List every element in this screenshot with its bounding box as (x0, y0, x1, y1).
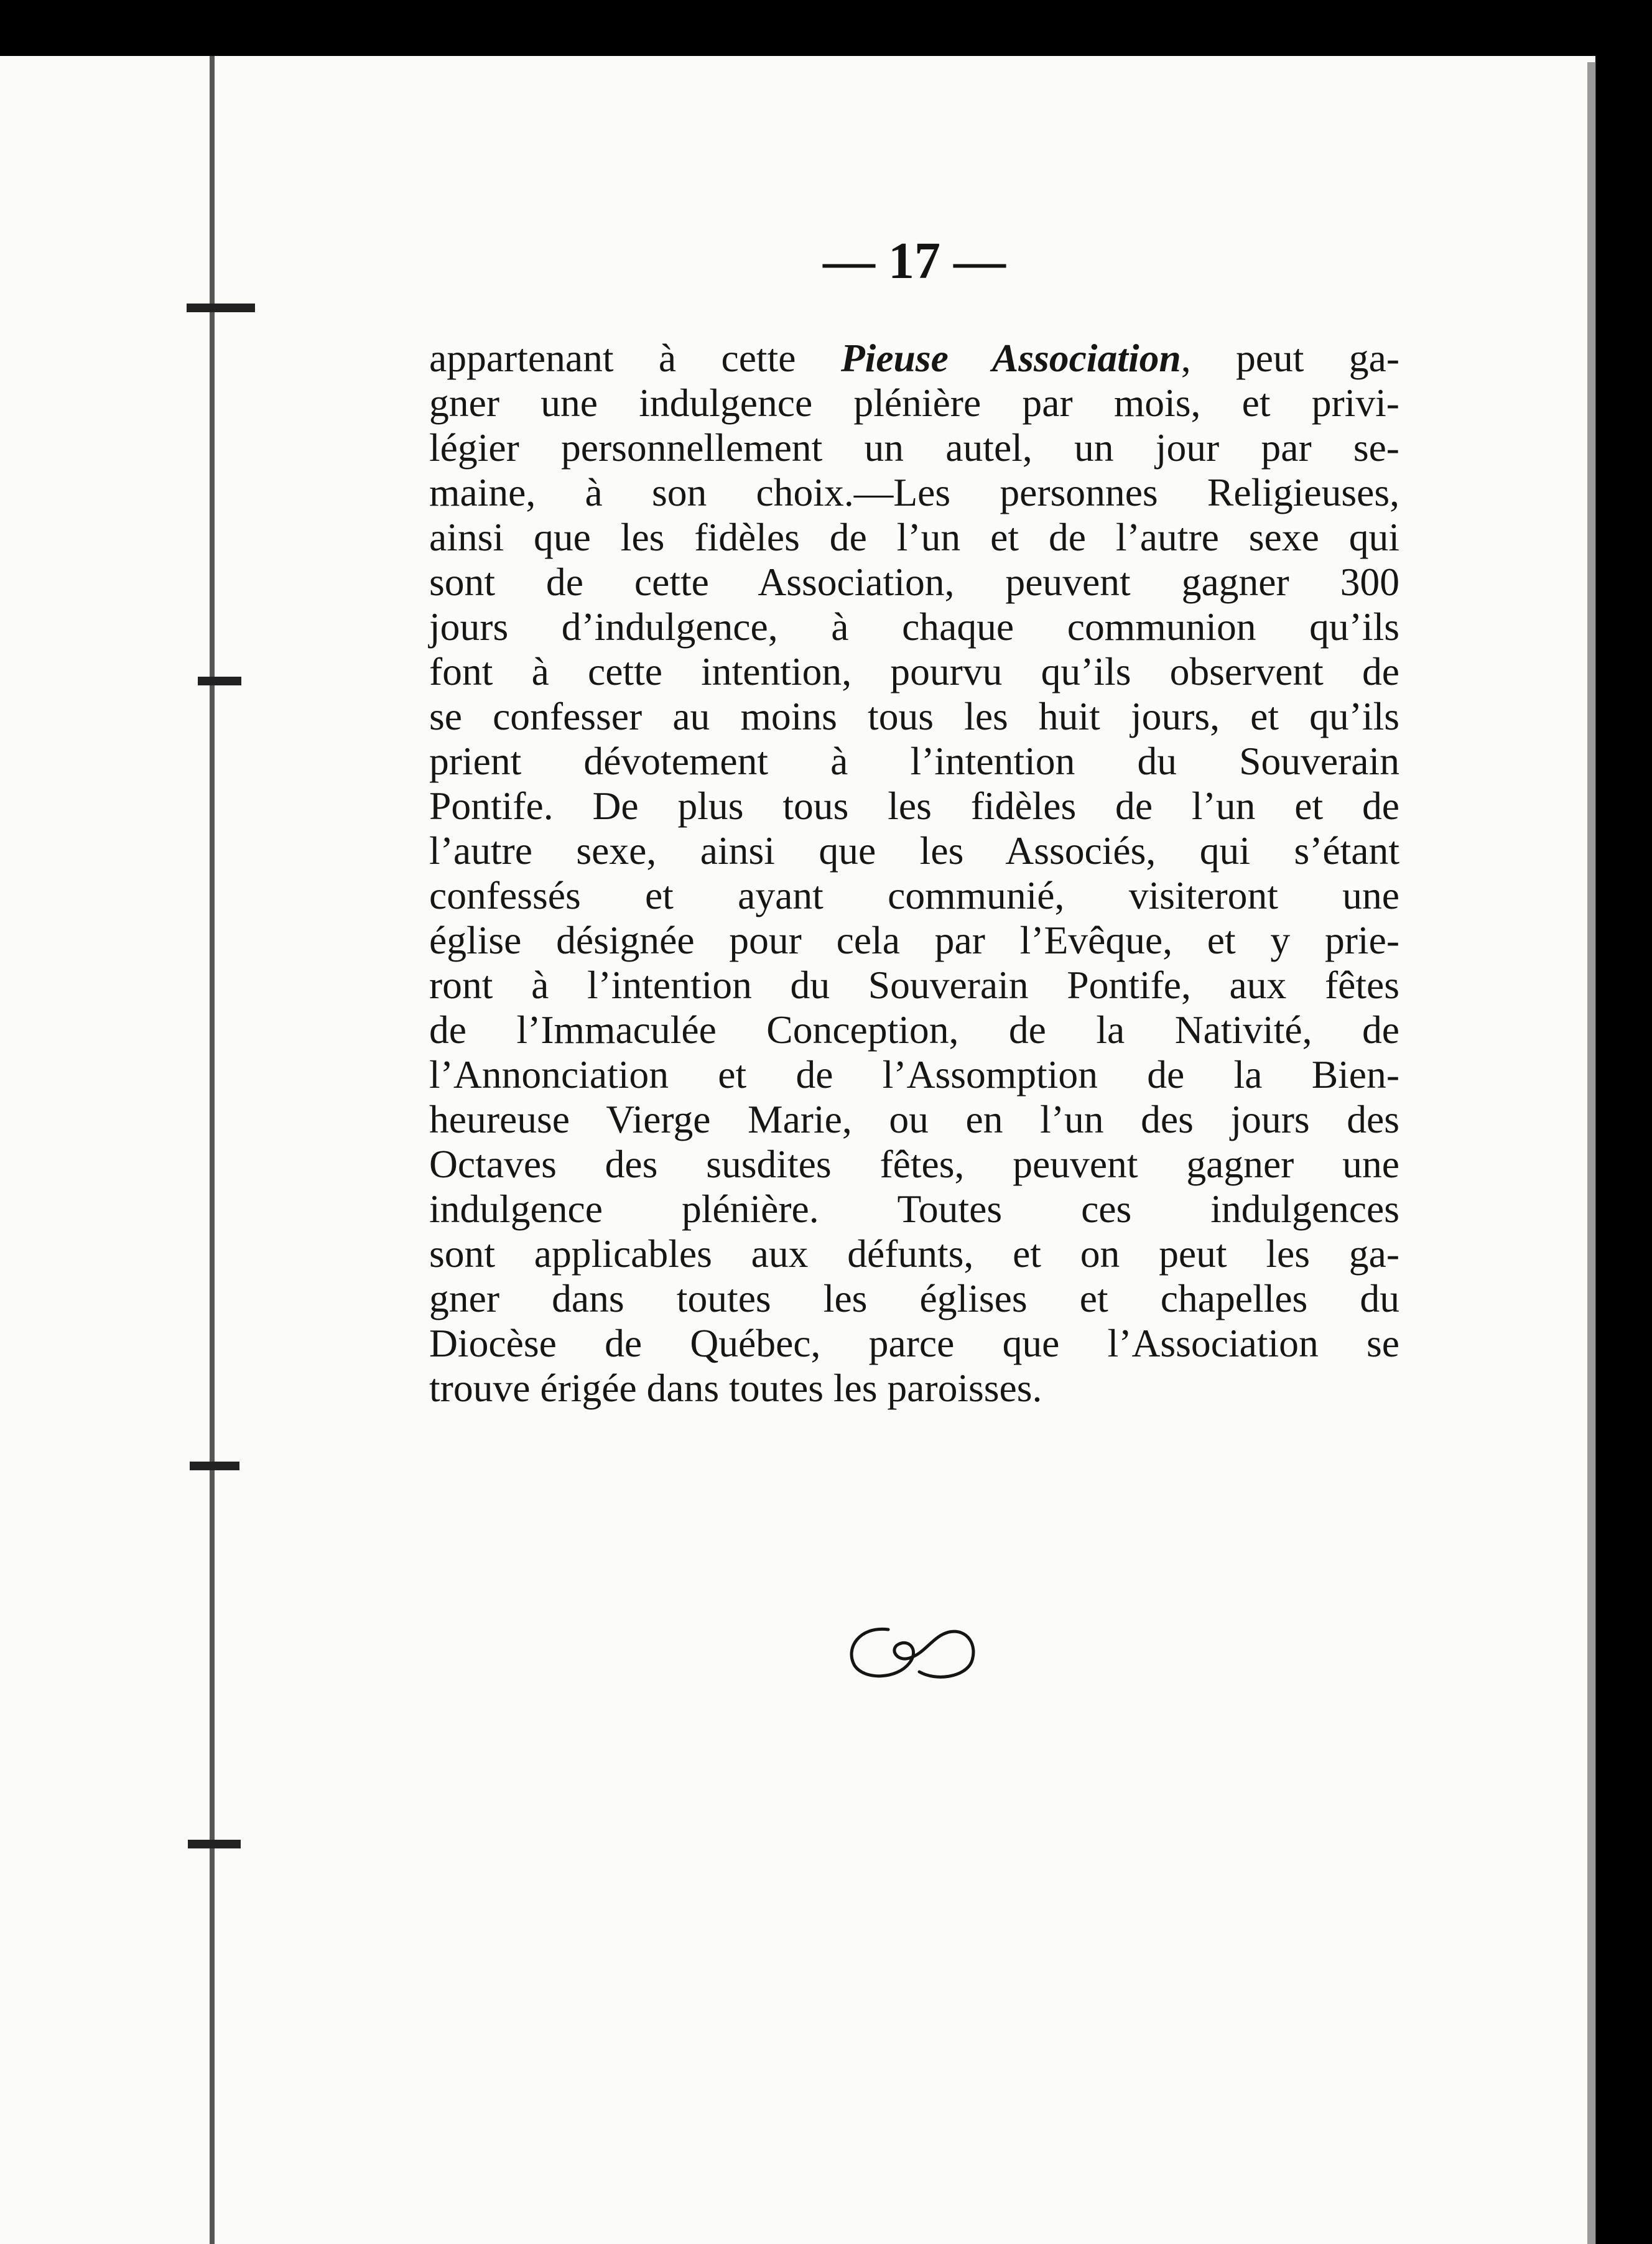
text-line (429, 470, 1399, 515)
text-line (429, 515, 1399, 560)
text-segment: gner dans toutes les églises et chapelles du (429, 1276, 1399, 1320)
text-line (429, 963, 1399, 1008)
text-segment: église désignée pour cela par l’Evêque, et y prie- (429, 918, 1399, 962)
text-line (429, 649, 1399, 694)
text-segment: jours d’indulgence, à chaque communion qu’ils (429, 605, 1399, 649)
text-line (429, 1142, 1399, 1187)
text-line (429, 694, 1399, 739)
text-segment: maine, à son choix.—Les personnes Religieuses, (429, 470, 1399, 514)
text-segment: l’autre sexe, ainsi que les Associés, qui s’étant (429, 828, 1399, 873)
text-line (429, 336, 1399, 381)
text-segment: sont applicables aux défunts, et on peut les ga- (429, 1231, 1399, 1276)
binding-stitch (188, 1840, 241, 1848)
text-segment: ainsi que les fidèles de l’un et de l’autre sexe qui (429, 515, 1399, 559)
text-line (429, 1008, 1399, 1052)
ornament (840, 1617, 983, 1689)
text-line (429, 828, 1399, 873)
body-text (429, 336, 1399, 1411)
text-segment: se confesser au moins tous les huit jours, et qu’ils (429, 694, 1399, 738)
text-line (429, 784, 1399, 828)
text-segment: de l’Immaculée Conception, de la Nativité, de (429, 1008, 1399, 1052)
binding-stitch (187, 304, 255, 312)
text-segment: indulgence plénière. Toutes ces indulgences (429, 1187, 1399, 1231)
text-segment: heureuse Vierge Marie, ou en l’un des jours des (429, 1097, 1399, 1141)
text-segment: légier personnellement un autel, un jour par se- (429, 425, 1399, 470)
text-segment: font à cette intention, pourvu qu’ils observent de (429, 649, 1399, 693)
text-line (429, 1276, 1399, 1321)
text-line (429, 1052, 1399, 1097)
binding-stitch (198, 677, 241, 685)
text-line (429, 918, 1399, 963)
text-segment: Diocèse de Québec, parce que l’Association se (429, 1321, 1399, 1365)
page-edge (1587, 62, 1596, 2244)
binding-edge (210, 56, 215, 2244)
text-segment: gner une indulgence plénière par mois, et privi- (429, 381, 1399, 425)
text-line (429, 739, 1399, 784)
text-segment: prient dévotement à l’intention du Souverain (429, 739, 1399, 783)
text-line (429, 1321, 1399, 1366)
text-line (429, 605, 1399, 649)
text-segment: sont de cette Association, peuvent gagner 300 (429, 560, 1399, 604)
text-segment: l’Annonciation et de l’Assomption de la Bien- (429, 1052, 1399, 1096)
text-segment: appartenant à cette (429, 336, 841, 380)
text-segment: ront à l’intention du Souverain Pontife, aux fêtes (429, 963, 1399, 1007)
text-segment: Pontife. De plus tous les fidèles de l’un et de (429, 784, 1399, 828)
text-line (429, 1366, 1399, 1411)
text-line (429, 873, 1399, 918)
text-line (429, 560, 1399, 605)
text-segment: Octaves des susdites fêtes, peuvent gagner une (429, 1142, 1399, 1186)
page-number: — 17 — (823, 232, 1006, 290)
text-segment: trouve érigée dans toutes les paroisses. (429, 1366, 1042, 1410)
text-segment: confessés et ayant communié, visiteront une (429, 873, 1399, 917)
scroll-flourish-icon (840, 1617, 983, 1685)
text-line (429, 1097, 1399, 1142)
text-segment: , peut ga- (1181, 336, 1399, 380)
text-line (429, 381, 1399, 425)
text-line (429, 1187, 1399, 1231)
text-line (429, 1231, 1399, 1276)
italic-title: Pieuse Association (840, 336, 1181, 380)
binding-stitch (190, 1462, 239, 1470)
text-line (429, 425, 1399, 470)
